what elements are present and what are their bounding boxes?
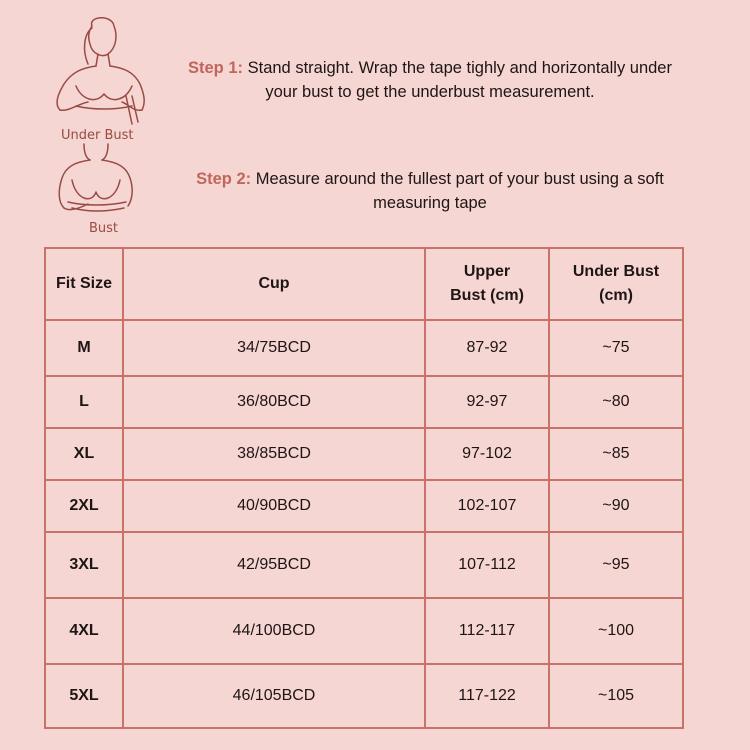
fit-size-cell: XL: [45, 428, 123, 480]
fit-size-cell: 4XL: [45, 598, 123, 664]
woman-underbust-measure-icon: [48, 14, 158, 126]
table-row: [45, 598, 683, 664]
table-header-row: [45, 248, 683, 320]
table-row: [45, 320, 683, 376]
cup-cell: 40/90BCD: [123, 480, 425, 532]
bust-figure: [50, 142, 140, 220]
upper-bust-cell: 107-112: [425, 532, 549, 598]
step-2-lead: Step 2:: [196, 170, 252, 188]
step-2: [170, 167, 690, 215]
under-bust-cell: ~75: [549, 320, 683, 376]
cup-cell: 36/80BCD: [123, 376, 425, 428]
cup-cell: 42/95BCD: [123, 532, 425, 598]
fit-size-cell: L: [45, 376, 123, 428]
step-2-text: Measure around the fullest part of your bust using a soft measuring tape: [255, 170, 664, 212]
step-1: [170, 56, 690, 104]
table-row: [45, 428, 683, 480]
cup-cell: 44/100BCD: [123, 598, 425, 664]
upper-bust-cell: 87-92: [425, 320, 549, 376]
header-upper-bust: Upper Bust (cm): [425, 248, 549, 320]
step-1-lead: Step 1:: [188, 59, 244, 77]
fit-size-cell: 2XL: [45, 480, 123, 532]
table-row: [45, 664, 683, 728]
header-under-bust: Under Bust (cm): [549, 248, 683, 320]
under-bust-cell: ~100: [549, 598, 683, 664]
upper-bust-cell: 97-102: [425, 428, 549, 480]
woman-bust-measure-icon: [50, 142, 140, 220]
upper-bust-cell: 92-97: [425, 376, 549, 428]
under-bust-cell: ~95: [549, 532, 683, 598]
step-1-text: Stand straight. Wrap the tape tighly and horizontally under your bust to get the underbust measurement.: [247, 59, 672, 101]
table-row: [45, 480, 683, 532]
table-row: [45, 532, 683, 598]
size-chart-table: [44, 247, 684, 729]
under-bust-cell: ~105: [549, 664, 683, 728]
bust-label: Bust: [89, 221, 119, 236]
fit-size-cell: 5XL: [45, 664, 123, 728]
fit-size-cell: 3XL: [45, 532, 123, 598]
fit-size-cell: M: [45, 320, 123, 376]
under-bust-cell: ~85: [549, 428, 683, 480]
header-fit-size: Fit Size: [45, 248, 123, 320]
upper-bust-cell: 102-107: [425, 480, 549, 532]
cup-cell: 38/85BCD: [123, 428, 425, 480]
underbust-figure: [48, 14, 158, 126]
upper-bust-cell: 117-122: [425, 664, 549, 728]
header-cup: Cup: [123, 248, 425, 320]
cup-cell: 46/105BCD: [123, 664, 425, 728]
upper-bust-cell: 112-117: [425, 598, 549, 664]
cup-cell: 34/75BCD: [123, 320, 425, 376]
underbust-label: Under Bust: [61, 128, 134, 143]
under-bust-cell: ~80: [549, 376, 683, 428]
under-bust-cell: ~90: [549, 480, 683, 532]
table-row: [45, 376, 683, 428]
